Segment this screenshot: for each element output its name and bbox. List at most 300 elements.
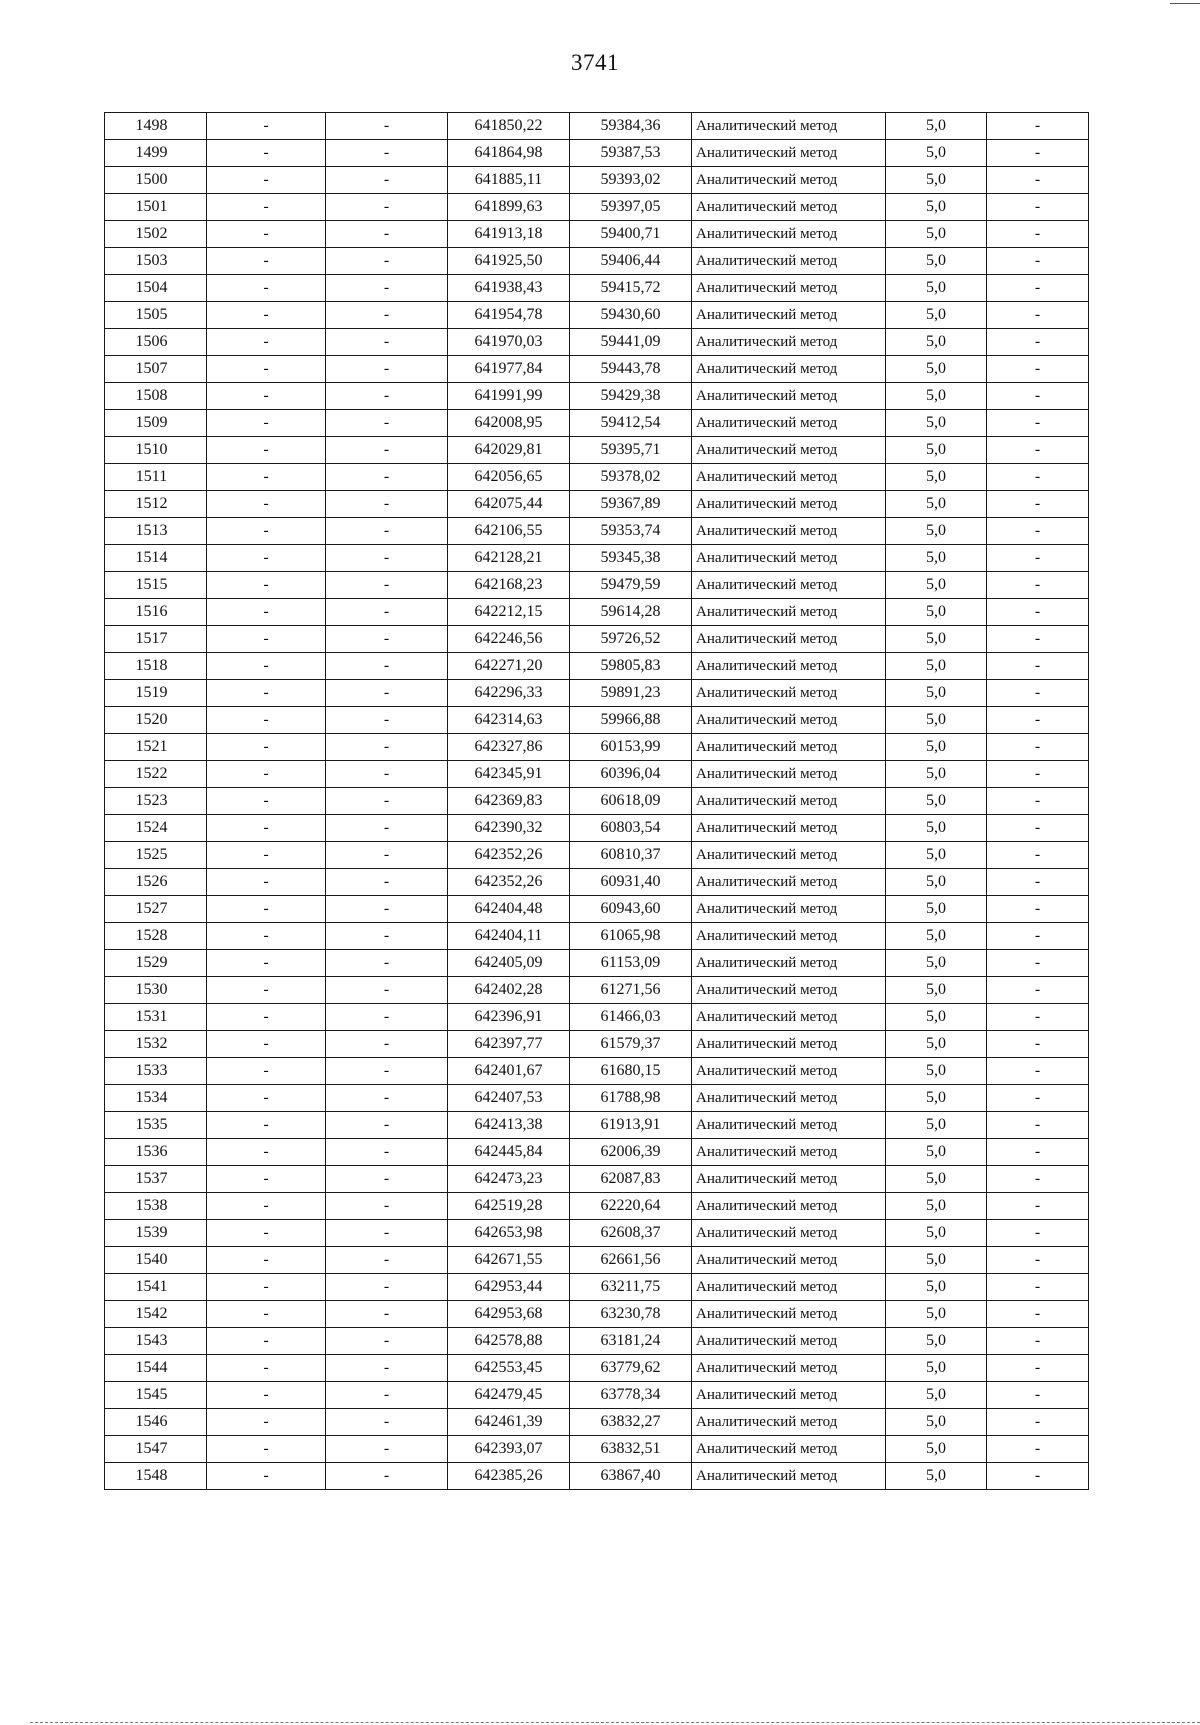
x-coordinate-cell: 642390,32	[448, 815, 570, 842]
point-number-cell: 1534	[105, 1085, 207, 1112]
dash-cell: -	[987, 572, 1089, 599]
table-row	[105, 842, 1089, 869]
point-number-cell: 1518	[105, 653, 207, 680]
x-coordinate-cell: 642953,68	[448, 1301, 570, 1328]
method-cell: Аналитический метод	[692, 977, 886, 1004]
x-coordinate-cell: 641970,03	[448, 329, 570, 356]
dash-cell: -	[326, 167, 448, 194]
point-number-cell: 1548	[105, 1463, 207, 1490]
dash-cell: -	[326, 1004, 448, 1031]
dash-cell: -	[326, 437, 448, 464]
dash-cell: -	[326, 707, 448, 734]
dash-cell: -	[207, 626, 326, 653]
accuracy-cell: 5,0	[886, 734, 987, 761]
x-coordinate-cell: 642008,95	[448, 410, 570, 437]
point-number-cell: 1530	[105, 977, 207, 1004]
dash-cell: -	[326, 248, 448, 275]
dash-cell: -	[326, 329, 448, 356]
dash-cell: -	[326, 1139, 448, 1166]
y-coordinate-cell: 59406,44	[570, 248, 692, 275]
point-number-cell: 1501	[105, 194, 207, 221]
dash-cell: -	[987, 1220, 1089, 1247]
method-cell: Аналитический метод	[692, 626, 886, 653]
dash-cell: -	[207, 815, 326, 842]
y-coordinate-cell: 59441,09	[570, 329, 692, 356]
dash-cell: -	[326, 815, 448, 842]
table-row	[105, 896, 1089, 923]
dash-cell: -	[326, 1409, 448, 1436]
accuracy-cell: 5,0	[886, 167, 987, 194]
table-row	[105, 815, 1089, 842]
y-coordinate-cell: 59384,36	[570, 113, 692, 140]
y-coordinate-cell: 60153,99	[570, 734, 692, 761]
x-coordinate-cell: 642479,45	[448, 1382, 570, 1409]
dash-cell: -	[987, 221, 1089, 248]
table-row	[105, 545, 1089, 572]
accuracy-cell: 5,0	[886, 896, 987, 923]
dash-cell: -	[207, 113, 326, 140]
table-row	[105, 923, 1089, 950]
dash-cell: -	[987, 1274, 1089, 1301]
accuracy-cell: 5,0	[886, 977, 987, 1004]
dash-cell: -	[207, 545, 326, 572]
table-row	[105, 1355, 1089, 1382]
method-cell: Аналитический метод	[692, 1436, 886, 1463]
dash-cell: -	[987, 329, 1089, 356]
y-coordinate-cell: 61579,37	[570, 1031, 692, 1058]
dash-cell: -	[326, 1058, 448, 1085]
dash-cell: -	[326, 977, 448, 1004]
dash-cell: -	[326, 1328, 448, 1355]
method-cell: Аналитический метод	[692, 1463, 886, 1490]
dash-cell: -	[326, 1220, 448, 1247]
x-coordinate-cell: 642106,55	[448, 518, 570, 545]
dash-cell: -	[987, 1004, 1089, 1031]
accuracy-cell: 5,0	[886, 1328, 987, 1355]
dash-cell: -	[987, 1166, 1089, 1193]
table-row	[105, 302, 1089, 329]
y-coordinate-cell: 59443,78	[570, 356, 692, 383]
accuracy-cell: 5,0	[886, 1355, 987, 1382]
dash-cell: -	[326, 842, 448, 869]
dash-cell: -	[326, 113, 448, 140]
x-coordinate-cell: 642327,86	[448, 734, 570, 761]
accuracy-cell: 5,0	[886, 653, 987, 680]
table-row	[105, 1004, 1089, 1031]
table-row	[105, 1058, 1089, 1085]
accuracy-cell: 5,0	[886, 545, 987, 572]
y-coordinate-cell: 60943,60	[570, 896, 692, 923]
dash-cell: -	[207, 410, 326, 437]
accuracy-cell: 5,0	[886, 221, 987, 248]
table-row	[105, 1112, 1089, 1139]
dash-cell: -	[207, 221, 326, 248]
point-number-cell: 1522	[105, 761, 207, 788]
method-cell: Аналитический метод	[692, 1247, 886, 1274]
method-cell: Аналитический метод	[692, 167, 886, 194]
y-coordinate-cell: 59966,88	[570, 707, 692, 734]
y-coordinate-cell: 63832,27	[570, 1409, 692, 1436]
dash-cell: -	[326, 140, 448, 167]
dash-cell: -	[326, 653, 448, 680]
accuracy-cell: 5,0	[886, 356, 987, 383]
dash-cell: -	[207, 1301, 326, 1328]
coordinates-table	[104, 112, 1089, 1490]
dash-cell: -	[326, 464, 448, 491]
dash-cell: -	[987, 518, 1089, 545]
method-cell: Аналитический метод	[692, 761, 886, 788]
point-number-cell: 1540	[105, 1247, 207, 1274]
dash-cell: -	[207, 950, 326, 977]
y-coordinate-cell: 59614,28	[570, 599, 692, 626]
method-cell: Аналитический метод	[692, 734, 886, 761]
dash-cell: -	[326, 599, 448, 626]
point-number-cell: 1532	[105, 1031, 207, 1058]
method-cell: Аналитический метод	[692, 1220, 886, 1247]
accuracy-cell: 5,0	[886, 599, 987, 626]
point-number-cell: 1513	[105, 518, 207, 545]
method-cell: Аналитический метод	[692, 842, 886, 869]
dash-cell: -	[987, 1328, 1089, 1355]
table-row	[105, 329, 1089, 356]
dash-cell: -	[987, 680, 1089, 707]
accuracy-cell: 5,0	[886, 842, 987, 869]
point-number-cell: 1498	[105, 113, 207, 140]
y-coordinate-cell: 60931,40	[570, 869, 692, 896]
dash-cell: -	[326, 1436, 448, 1463]
point-number-cell: 1500	[105, 167, 207, 194]
y-coordinate-cell: 61788,98	[570, 1085, 692, 1112]
y-coordinate-cell: 63832,51	[570, 1436, 692, 1463]
y-coordinate-cell: 59367,89	[570, 491, 692, 518]
table-row	[105, 1409, 1089, 1436]
table-row	[105, 1436, 1089, 1463]
method-cell: Аналитический метод	[692, 383, 886, 410]
dash-cell: -	[987, 1436, 1089, 1463]
method-cell: Аналитический метод	[692, 437, 886, 464]
y-coordinate-cell: 60396,04	[570, 761, 692, 788]
method-cell: Аналитический метод	[692, 1139, 886, 1166]
x-coordinate-cell: 642296,33	[448, 680, 570, 707]
x-coordinate-cell: 642029,81	[448, 437, 570, 464]
y-coordinate-cell: 60810,37	[570, 842, 692, 869]
table-row	[105, 1085, 1089, 1112]
dash-cell: -	[207, 977, 326, 1004]
dash-cell: -	[987, 815, 1089, 842]
x-coordinate-cell: 642404,11	[448, 923, 570, 950]
x-coordinate-cell: 642404,48	[448, 896, 570, 923]
x-coordinate-cell: 641864,98	[448, 140, 570, 167]
method-cell: Аналитический метод	[692, 275, 886, 302]
dash-cell: -	[987, 383, 1089, 410]
y-coordinate-cell: 62661,56	[570, 1247, 692, 1274]
dash-cell: -	[326, 302, 448, 329]
x-coordinate-cell: 642578,88	[448, 1328, 570, 1355]
dash-cell: -	[207, 356, 326, 383]
dash-cell: -	[326, 194, 448, 221]
dash-cell: -	[207, 1463, 326, 1490]
dash-cell: -	[987, 113, 1089, 140]
table-row	[105, 167, 1089, 194]
dash-cell: -	[326, 788, 448, 815]
point-number-cell: 1527	[105, 896, 207, 923]
dash-cell: -	[326, 356, 448, 383]
method-cell: Аналитический метод	[692, 1058, 886, 1085]
accuracy-cell: 5,0	[886, 572, 987, 599]
dash-cell: -	[207, 761, 326, 788]
dash-cell: -	[207, 1328, 326, 1355]
y-coordinate-cell: 59415,72	[570, 275, 692, 302]
method-cell: Аналитический метод	[692, 788, 886, 815]
point-number-cell: 1546	[105, 1409, 207, 1436]
table-row	[105, 113, 1089, 140]
method-cell: Аналитический метод	[692, 518, 886, 545]
table-row	[105, 1193, 1089, 1220]
method-cell: Аналитический метод	[692, 1004, 886, 1031]
y-coordinate-cell: 63867,40	[570, 1463, 692, 1490]
dash-cell: -	[987, 950, 1089, 977]
method-cell: Аналитический метод	[692, 707, 886, 734]
dash-cell: -	[987, 923, 1089, 950]
point-number-cell: 1517	[105, 626, 207, 653]
y-coordinate-cell: 61680,15	[570, 1058, 692, 1085]
x-coordinate-cell: 642397,77	[448, 1031, 570, 1058]
dash-cell: -	[326, 1031, 448, 1058]
table-row	[105, 1031, 1089, 1058]
point-number-cell: 1543	[105, 1328, 207, 1355]
table-row	[105, 410, 1089, 437]
dash-cell: -	[987, 761, 1089, 788]
x-coordinate-cell: 642445,84	[448, 1139, 570, 1166]
table-row	[105, 1166, 1089, 1193]
table-row	[105, 977, 1089, 1004]
dash-cell: -	[987, 302, 1089, 329]
method-cell: Аналитический метод	[692, 599, 886, 626]
dash-cell: -	[207, 1058, 326, 1085]
y-coordinate-cell: 59393,02	[570, 167, 692, 194]
point-number-cell: 1536	[105, 1139, 207, 1166]
table-row	[105, 383, 1089, 410]
dash-cell: -	[207, 869, 326, 896]
point-number-cell: 1538	[105, 1193, 207, 1220]
accuracy-cell: 5,0	[886, 329, 987, 356]
point-number-cell: 1515	[105, 572, 207, 599]
accuracy-cell: 5,0	[886, 1004, 987, 1031]
point-number-cell: 1514	[105, 545, 207, 572]
y-coordinate-cell: 62087,83	[570, 1166, 692, 1193]
y-coordinate-cell: 62608,37	[570, 1220, 692, 1247]
dash-cell: -	[207, 383, 326, 410]
method-cell: Аналитический метод	[692, 1085, 886, 1112]
dash-cell: -	[987, 410, 1089, 437]
dash-cell: -	[207, 1247, 326, 1274]
point-number-cell: 1545	[105, 1382, 207, 1409]
dash-cell: -	[987, 869, 1089, 896]
method-cell: Аналитический метод	[692, 1409, 886, 1436]
x-coordinate-cell: 642314,63	[448, 707, 570, 734]
dash-cell: -	[207, 1355, 326, 1382]
method-cell: Аналитический метод	[692, 1031, 886, 1058]
y-coordinate-cell: 61466,03	[570, 1004, 692, 1031]
x-coordinate-cell: 642393,07	[448, 1436, 570, 1463]
accuracy-cell: 5,0	[886, 1436, 987, 1463]
dash-cell: -	[326, 1463, 448, 1490]
x-coordinate-cell: 642396,91	[448, 1004, 570, 1031]
page-number: 3741	[571, 50, 619, 75]
dash-cell: -	[326, 923, 448, 950]
accuracy-cell: 5,0	[886, 923, 987, 950]
x-coordinate-cell: 642653,98	[448, 1220, 570, 1247]
table-row	[105, 248, 1089, 275]
x-coordinate-cell: 641850,22	[448, 113, 570, 140]
y-coordinate-cell: 59805,83	[570, 653, 692, 680]
dash-cell: -	[326, 1382, 448, 1409]
accuracy-cell: 5,0	[886, 707, 987, 734]
method-cell: Аналитический метод	[692, 1166, 886, 1193]
accuracy-cell: 5,0	[886, 248, 987, 275]
dash-cell: -	[207, 1382, 326, 1409]
x-coordinate-cell: 642461,39	[448, 1409, 570, 1436]
y-coordinate-cell: 59726,52	[570, 626, 692, 653]
x-coordinate-cell: 642369,83	[448, 788, 570, 815]
accuracy-cell: 5,0	[886, 1085, 987, 1112]
accuracy-cell: 5,0	[886, 1247, 987, 1274]
dash-cell: -	[207, 572, 326, 599]
method-cell: Аналитический метод	[692, 221, 886, 248]
point-number-cell: 1533	[105, 1058, 207, 1085]
x-coordinate-cell: 641899,63	[448, 194, 570, 221]
point-number-cell: 1547	[105, 1436, 207, 1463]
x-coordinate-cell: 641913,18	[448, 221, 570, 248]
x-coordinate-cell: 642246,56	[448, 626, 570, 653]
x-coordinate-cell: 642473,23	[448, 1166, 570, 1193]
method-cell: Аналитический метод	[692, 1112, 886, 1139]
dash-cell: -	[326, 626, 448, 653]
table-row	[105, 950, 1089, 977]
dash-cell: -	[987, 1085, 1089, 1112]
accuracy-cell: 5,0	[886, 302, 987, 329]
point-number-cell: 1503	[105, 248, 207, 275]
y-coordinate-cell: 59395,71	[570, 437, 692, 464]
accuracy-cell: 5,0	[886, 761, 987, 788]
dash-cell: -	[326, 761, 448, 788]
point-number-cell: 1524	[105, 815, 207, 842]
method-cell: Аналитический метод	[692, 410, 886, 437]
dash-cell: -	[326, 869, 448, 896]
x-coordinate-cell: 641954,78	[448, 302, 570, 329]
dash-cell: -	[207, 302, 326, 329]
table-row	[105, 1247, 1089, 1274]
accuracy-cell: 5,0	[886, 140, 987, 167]
accuracy-cell: 5,0	[886, 491, 987, 518]
x-coordinate-cell: 642401,67	[448, 1058, 570, 1085]
dash-cell: -	[207, 1193, 326, 1220]
table-row	[105, 140, 1089, 167]
point-number-cell: 1531	[105, 1004, 207, 1031]
method-cell: Аналитический метод	[692, 194, 886, 221]
dash-cell: -	[207, 1166, 326, 1193]
accuracy-cell: 5,0	[886, 1193, 987, 1220]
point-number-cell: 1507	[105, 356, 207, 383]
dash-cell: -	[987, 1301, 1089, 1328]
point-number-cell: 1512	[105, 491, 207, 518]
dash-cell: -	[207, 1220, 326, 1247]
dash-cell: -	[326, 491, 448, 518]
accuracy-cell: 5,0	[886, 1166, 987, 1193]
y-coordinate-cell: 59412,54	[570, 410, 692, 437]
table-row	[105, 761, 1089, 788]
point-number-cell: 1521	[105, 734, 207, 761]
method-cell: Аналитический метод	[692, 1355, 886, 1382]
dash-cell: -	[207, 194, 326, 221]
method-cell: Аналитический метод	[692, 1382, 886, 1409]
x-coordinate-cell: 642407,53	[448, 1085, 570, 1112]
method-cell: Аналитический метод	[692, 1328, 886, 1355]
method-cell: Аналитический метод	[692, 572, 886, 599]
method-cell: Аналитический метод	[692, 329, 886, 356]
accuracy-cell: 5,0	[886, 518, 987, 545]
dash-cell: -	[987, 734, 1089, 761]
dash-cell: -	[987, 1058, 1089, 1085]
x-coordinate-cell: 642671,55	[448, 1247, 570, 1274]
x-coordinate-cell: 641977,84	[448, 356, 570, 383]
point-number-cell: 1509	[105, 410, 207, 437]
y-coordinate-cell: 63779,62	[570, 1355, 692, 1382]
accuracy-cell: 5,0	[886, 1382, 987, 1409]
y-coordinate-cell: 59891,23	[570, 680, 692, 707]
dash-cell: -	[207, 464, 326, 491]
accuracy-cell: 5,0	[886, 1031, 987, 1058]
y-coordinate-cell: 59400,71	[570, 221, 692, 248]
point-number-cell: 1502	[105, 221, 207, 248]
top-edge-rule	[1170, 3, 1200, 4]
dash-cell: -	[987, 842, 1089, 869]
table-row	[105, 788, 1089, 815]
point-number-cell: 1504	[105, 275, 207, 302]
x-coordinate-cell: 642168,23	[448, 572, 570, 599]
dash-cell: -	[987, 437, 1089, 464]
dash-cell: -	[326, 1355, 448, 1382]
dash-cell: -	[326, 545, 448, 572]
method-cell: Аналитический метод	[692, 248, 886, 275]
accuracy-cell: 5,0	[886, 869, 987, 896]
x-coordinate-cell: 642056,65	[448, 464, 570, 491]
dash-cell: -	[987, 788, 1089, 815]
point-number-cell: 1519	[105, 680, 207, 707]
table-row	[105, 491, 1089, 518]
x-coordinate-cell: 642352,26	[448, 869, 570, 896]
point-number-cell: 1539	[105, 1220, 207, 1247]
table-body	[105, 113, 1089, 1490]
dash-cell: -	[207, 437, 326, 464]
dash-cell: -	[987, 491, 1089, 518]
dash-cell: -	[207, 1085, 326, 1112]
point-number-cell: 1528	[105, 923, 207, 950]
method-cell: Аналитический метод	[692, 653, 886, 680]
method-cell: Аналитический метод	[692, 923, 886, 950]
y-coordinate-cell: 61271,56	[570, 977, 692, 1004]
accuracy-cell: 5,0	[886, 1274, 987, 1301]
x-coordinate-cell: 641991,99	[448, 383, 570, 410]
dash-cell: -	[987, 140, 1089, 167]
accuracy-cell: 5,0	[886, 680, 987, 707]
point-number-cell: 1506	[105, 329, 207, 356]
dash-cell: -	[987, 1247, 1089, 1274]
dash-cell: -	[987, 1463, 1089, 1490]
accuracy-cell: 5,0	[886, 1220, 987, 1247]
dash-cell: -	[207, 1436, 326, 1463]
accuracy-cell: 5,0	[886, 194, 987, 221]
